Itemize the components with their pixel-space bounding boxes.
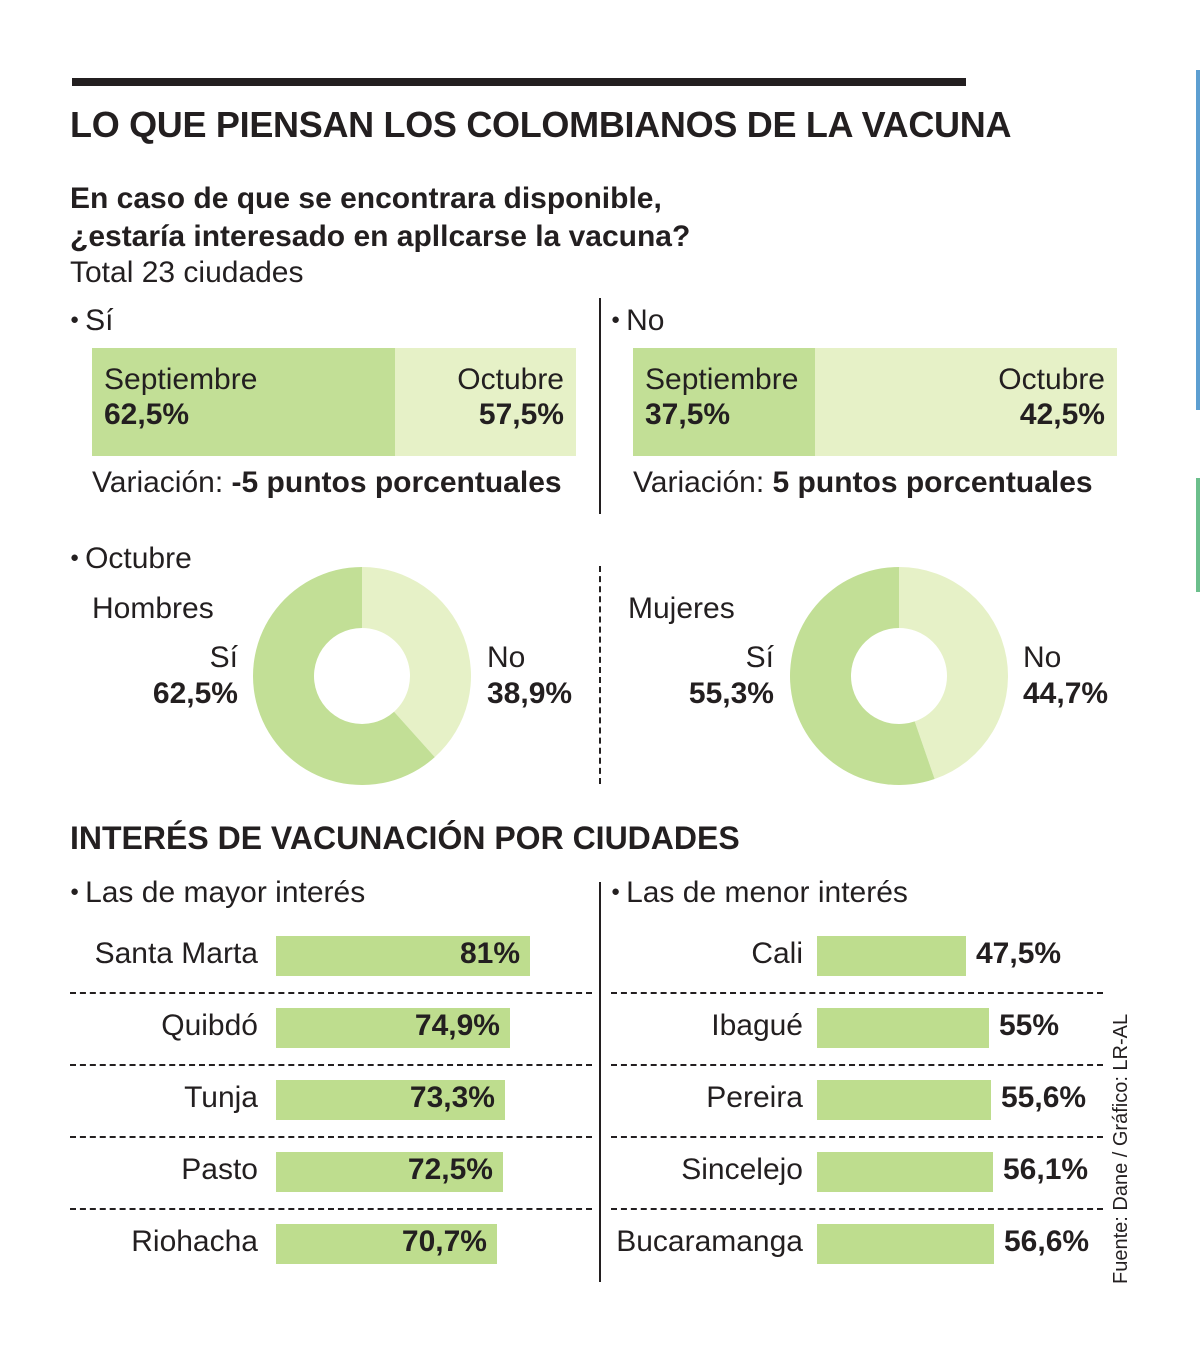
no-variation-value: 5 puntos porcentuales [772, 466, 1093, 499]
men-donut-chart [253, 567, 471, 785]
low-interest-city-label: Pereira [706, 1081, 803, 1114]
top-rule [72, 78, 966, 86]
high-interest-heading: ● Las de mayor interés [70, 876, 365, 910]
low-interest-bar-value: 55,6% [1001, 1081, 1087, 1114]
high-interest-bar-value: 70,7% [401, 1225, 487, 1258]
high-interest-city-label: Riohacha [131, 1225, 258, 1258]
men-label: Hombres [92, 592, 214, 625]
no-variation [633, 466, 1093, 500]
low-interest-bar [817, 1224, 994, 1264]
high-interest-city-label: Pasto [181, 1153, 258, 1186]
no-heading: ● No [611, 304, 664, 338]
high-interest-city-label: Tunja [184, 1081, 258, 1114]
low-interest-city-label: Cali [751, 937, 803, 970]
women-label: Mujeres [628, 592, 735, 625]
high-interest-bar-value: 74,9% [414, 1009, 500, 1042]
no-october-label: Octubre [998, 363, 1105, 396]
men-no-legend [487, 640, 572, 712]
no-september-value: 37,5% [645, 398, 731, 431]
no-october-value: 42,5% [1019, 398, 1105, 431]
si-september-bar [92, 348, 395, 456]
high-interest-bar-value: 73,3% [409, 1081, 495, 1114]
si-september-value: 62,5% [104, 398, 190, 431]
women-donut-chart [790, 567, 1008, 785]
divider-vertical-top [599, 298, 601, 514]
si-october-bar [395, 348, 576, 456]
no-comparison-chart [633, 348, 1117, 456]
si-variation [92, 466, 562, 500]
edge-strip-blue [1196, 70, 1200, 410]
cities-section-title: INTERÉS DE VACUNACIÓN POR CIUDADES [70, 820, 740, 856]
men-no-label: No [487, 641, 526, 674]
low-interest-row-divider [611, 1064, 1103, 1066]
high-interest-bar-value: 81% [459, 937, 520, 970]
question-line-1: En caso de que se encontrara disponible, [70, 182, 662, 215]
low-interest-city-label: Bucaramanga [616, 1225, 803, 1258]
low-interest-city-label: Ibagué [711, 1009, 803, 1042]
high-interest-row-divider [70, 1136, 592, 1138]
low-interest-bar-value: 56,6% [1004, 1225, 1090, 1258]
no-september-bar [633, 348, 815, 456]
low-interest-row-divider [611, 1136, 1103, 1138]
si-october-label: Octubre [457, 363, 564, 396]
no-variation-label: Variación: [633, 466, 765, 499]
no-september-label: Septiembre [645, 363, 799, 396]
low-interest-bar-value: 56,1% [1003, 1153, 1089, 1186]
women-yes-value: 55,3% [688, 677, 774, 710]
women-no-value: 44,7% [1023, 677, 1109, 710]
low-interest-bar [817, 936, 966, 976]
low-interest-bar [817, 1008, 989, 1048]
high-interest-row-divider [70, 992, 592, 994]
women-yes-label: Sí [745, 641, 774, 674]
low-interest-row-divider [611, 1208, 1103, 1210]
si-variation-label: Variación: [92, 466, 224, 499]
si-october-value: 57,5% [478, 398, 564, 431]
low-interest-row-divider [611, 992, 1103, 994]
low-interest-bar [817, 1152, 993, 1192]
no-october-bar [815, 348, 1117, 456]
men-no-value: 38,9% [487, 677, 573, 710]
high-interest-row-divider [70, 1064, 592, 1066]
si-september-label: Septiembre [104, 363, 258, 396]
women-no-legend [1023, 640, 1108, 712]
si-comparison-chart [92, 348, 576, 456]
high-interest-bar-value: 72,5% [407, 1153, 493, 1186]
si-heading: ● Sí [70, 304, 113, 338]
question [70, 180, 690, 256]
low-interest-city-label: Sincelejo [681, 1153, 803, 1186]
men-yes-legend [100, 640, 238, 712]
women-yes-legend [636, 640, 774, 712]
high-interest-city-label: Quibdó [161, 1009, 258, 1042]
women-no-label: No [1023, 641, 1062, 674]
men-yes-value: 62,5% [152, 677, 238, 710]
high-interest-row-divider [70, 1208, 592, 1210]
low-interest-bar-value: 55% [999, 1009, 1060, 1042]
low-interest-bar-value: 47,5% [976, 937, 1062, 970]
divider-vertical-bottom [599, 882, 601, 1282]
low-interest-heading: ● Las de menor interés [611, 876, 908, 910]
question-line-2: ¿estaría interesado en apllcarse la vacuna? [70, 220, 691, 253]
page-title: LO QUE PIENSAN LOS COLOMBIANOS DE LA VACUNA [70, 104, 1012, 145]
subtitle: Total 23 ciudades [70, 256, 304, 289]
men-yes-label: Sí [209, 641, 238, 674]
october-heading: ● Octubre [70, 542, 192, 576]
edge-strip-green [1196, 478, 1200, 592]
source-credit: Fuente: Dane / Gráfico: LR-AL [1110, 1013, 1132, 1284]
high-interest-city-label: Santa Marta [94, 937, 258, 970]
si-variation-value: -5 puntos porcentuales [231, 466, 562, 499]
low-interest-bar [817, 1080, 991, 1120]
divider-vertical-dashed [599, 566, 601, 784]
